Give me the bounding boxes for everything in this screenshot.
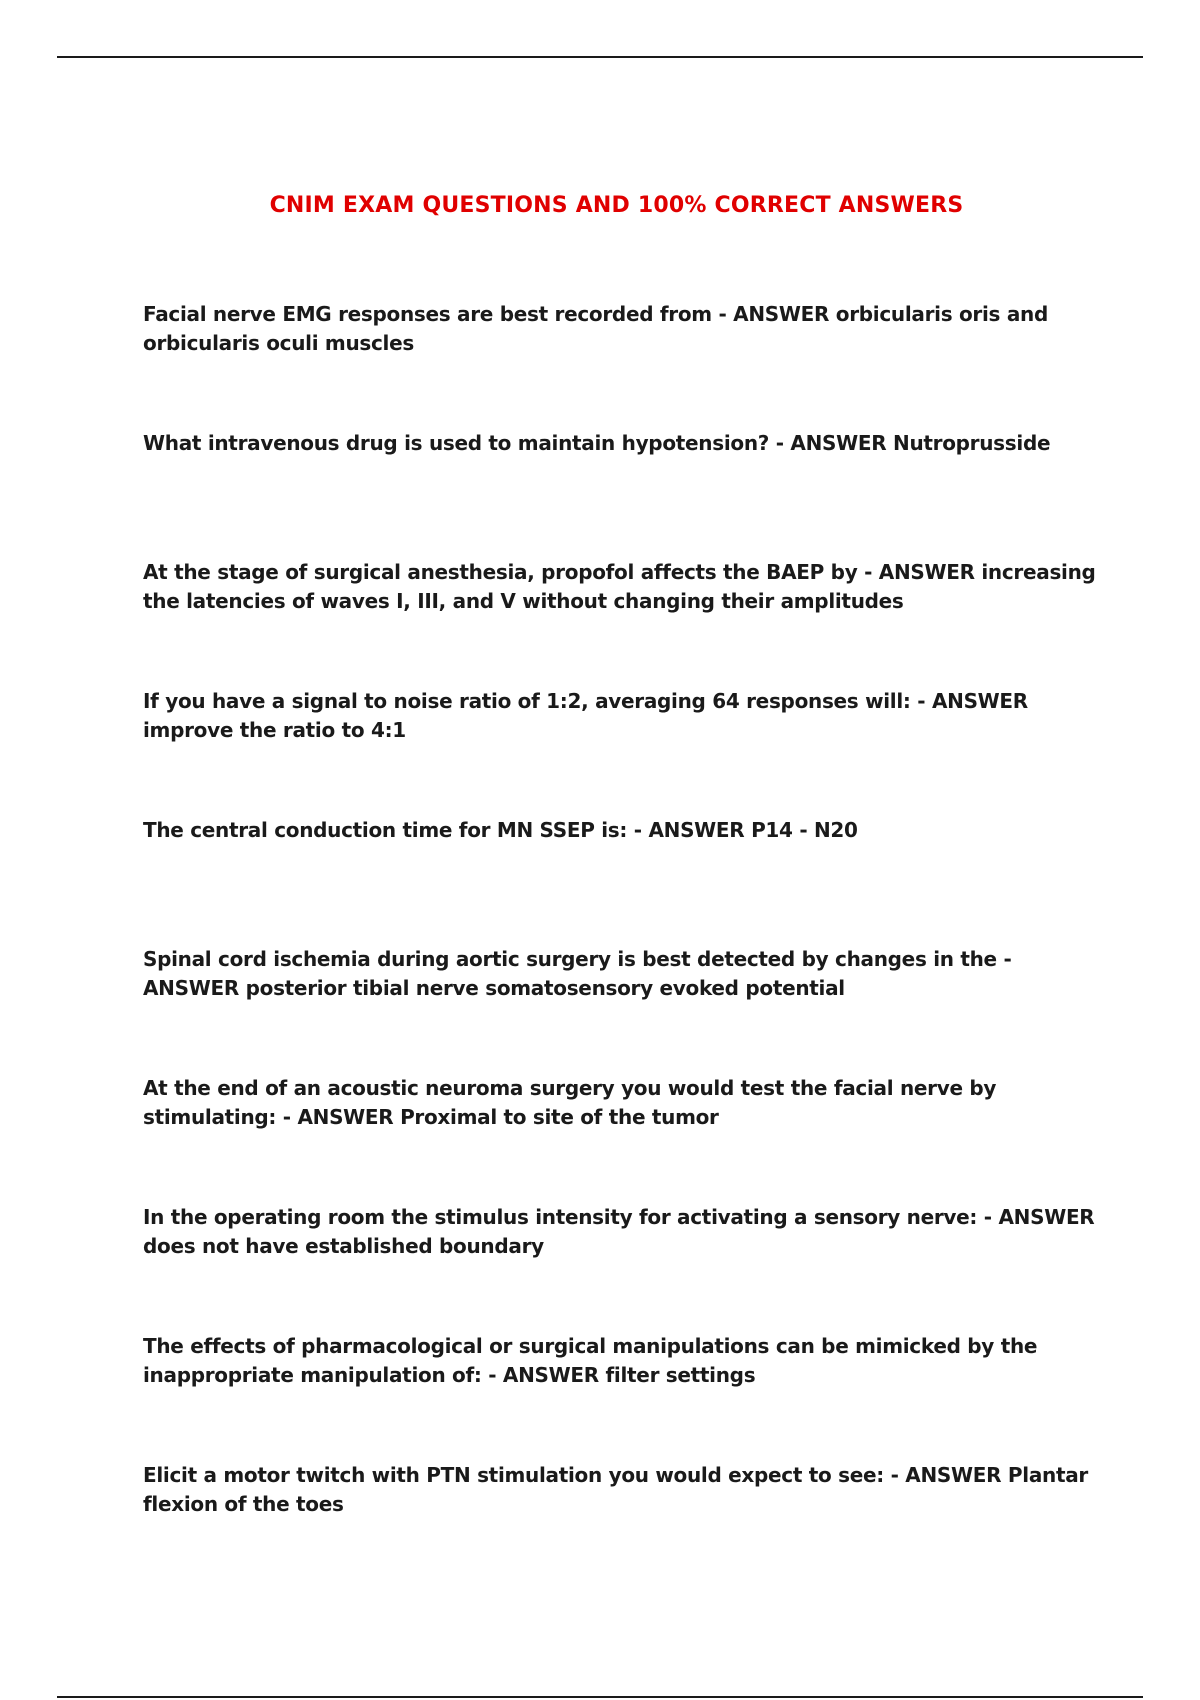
qa-item-6	[143, 945, 1103, 1074]
qa-item-7	[143, 1074, 1103, 1203]
question-text: Spinal cord ischemia during aortic surgery is best detected by changes in the	[143, 947, 997, 971]
answer-separator: - ANSWER	[977, 1205, 1095, 1229]
answer-text: Nutroprusside	[893, 431, 1051, 455]
qa-list	[143, 300, 1103, 1590]
document-title: CNIM EXAM QUESTIONS AND 100% CORRECT ANSWERS	[269, 193, 964, 218]
qa-item-9	[143, 1332, 1103, 1461]
question-text: The central conduction time for MN SSEP is:	[143, 818, 628, 842]
question-text: What intravenous drug is used to maintain hypotension?	[143, 431, 770, 455]
answer-text: orbicularis oris and orbicularis oculi muscles	[143, 302, 1048, 355]
qa-item-8	[143, 1203, 1103, 1332]
answer-separator: - ANSWER	[883, 1463, 1008, 1487]
answer-text: increasing the latencies of waves I, III, and V without changing their amplitudes	[143, 560, 1096, 613]
answer-separator: - ANSWER	[711, 302, 836, 326]
answer-text: filter settings	[605, 1363, 756, 1387]
qa-item-1	[143, 300, 1103, 429]
question-text: At the end of an acoustic neuroma surgery you would test the facial nerve by stimulating:	[143, 1076, 997, 1129]
answer-text: posterior tibial nerve somatosensory evoked potential	[245, 976, 845, 1000]
qa-item-4	[143, 687, 1103, 816]
question-text: At the stage of surgical anesthesia, propofol affects the BAEP by	[143, 560, 858, 584]
qa-item-3	[143, 558, 1103, 687]
answer-separator: - ANSWER	[910, 689, 1028, 713]
qa-item-2	[143, 429, 1103, 558]
answer-separator: - ANSWER	[857, 560, 982, 584]
question-text: In the operating room the stimulus intensity for activating a sensory nerve:	[143, 1205, 978, 1229]
answer-separator: - ANSWER	[769, 431, 894, 455]
answer-separator: - ANSWER	[481, 1363, 606, 1387]
question-text: Elicit a motor twitch with PTN stimulation you would expect to see:	[143, 1463, 884, 1487]
question-text: Facial nerve EMG responses are best recorded from	[143, 302, 712, 326]
answer-text: improve the ratio to 4:1	[143, 718, 406, 742]
answer-text: Plantar flexion of the toes	[143, 1463, 1088, 1516]
question-text: The effects of pharmacological or surgical manipulations can be mimicked by the inappropriate manipulation of:	[143, 1334, 1038, 1387]
bottom-rule	[57, 1696, 1143, 1698]
answer-separator: - ANSWER	[276, 1105, 401, 1129]
answer-text: P14 - N20	[751, 818, 858, 842]
top-rule	[57, 56, 1143, 58]
question-text: If you have a signal to noise ratio of 1:2, averaging 64 responses will:	[143, 689, 911, 713]
answer-text: Proximal to site of the tumor	[400, 1105, 719, 1129]
qa-item-5	[143, 816, 1103, 945]
answer-separator: - ANSWER	[627, 818, 752, 842]
answer-separator: - ANSWER	[143, 947, 1012, 1000]
qa-item-10	[143, 1461, 1103, 1590]
answer-text: does not have established boundary	[143, 1234, 544, 1258]
